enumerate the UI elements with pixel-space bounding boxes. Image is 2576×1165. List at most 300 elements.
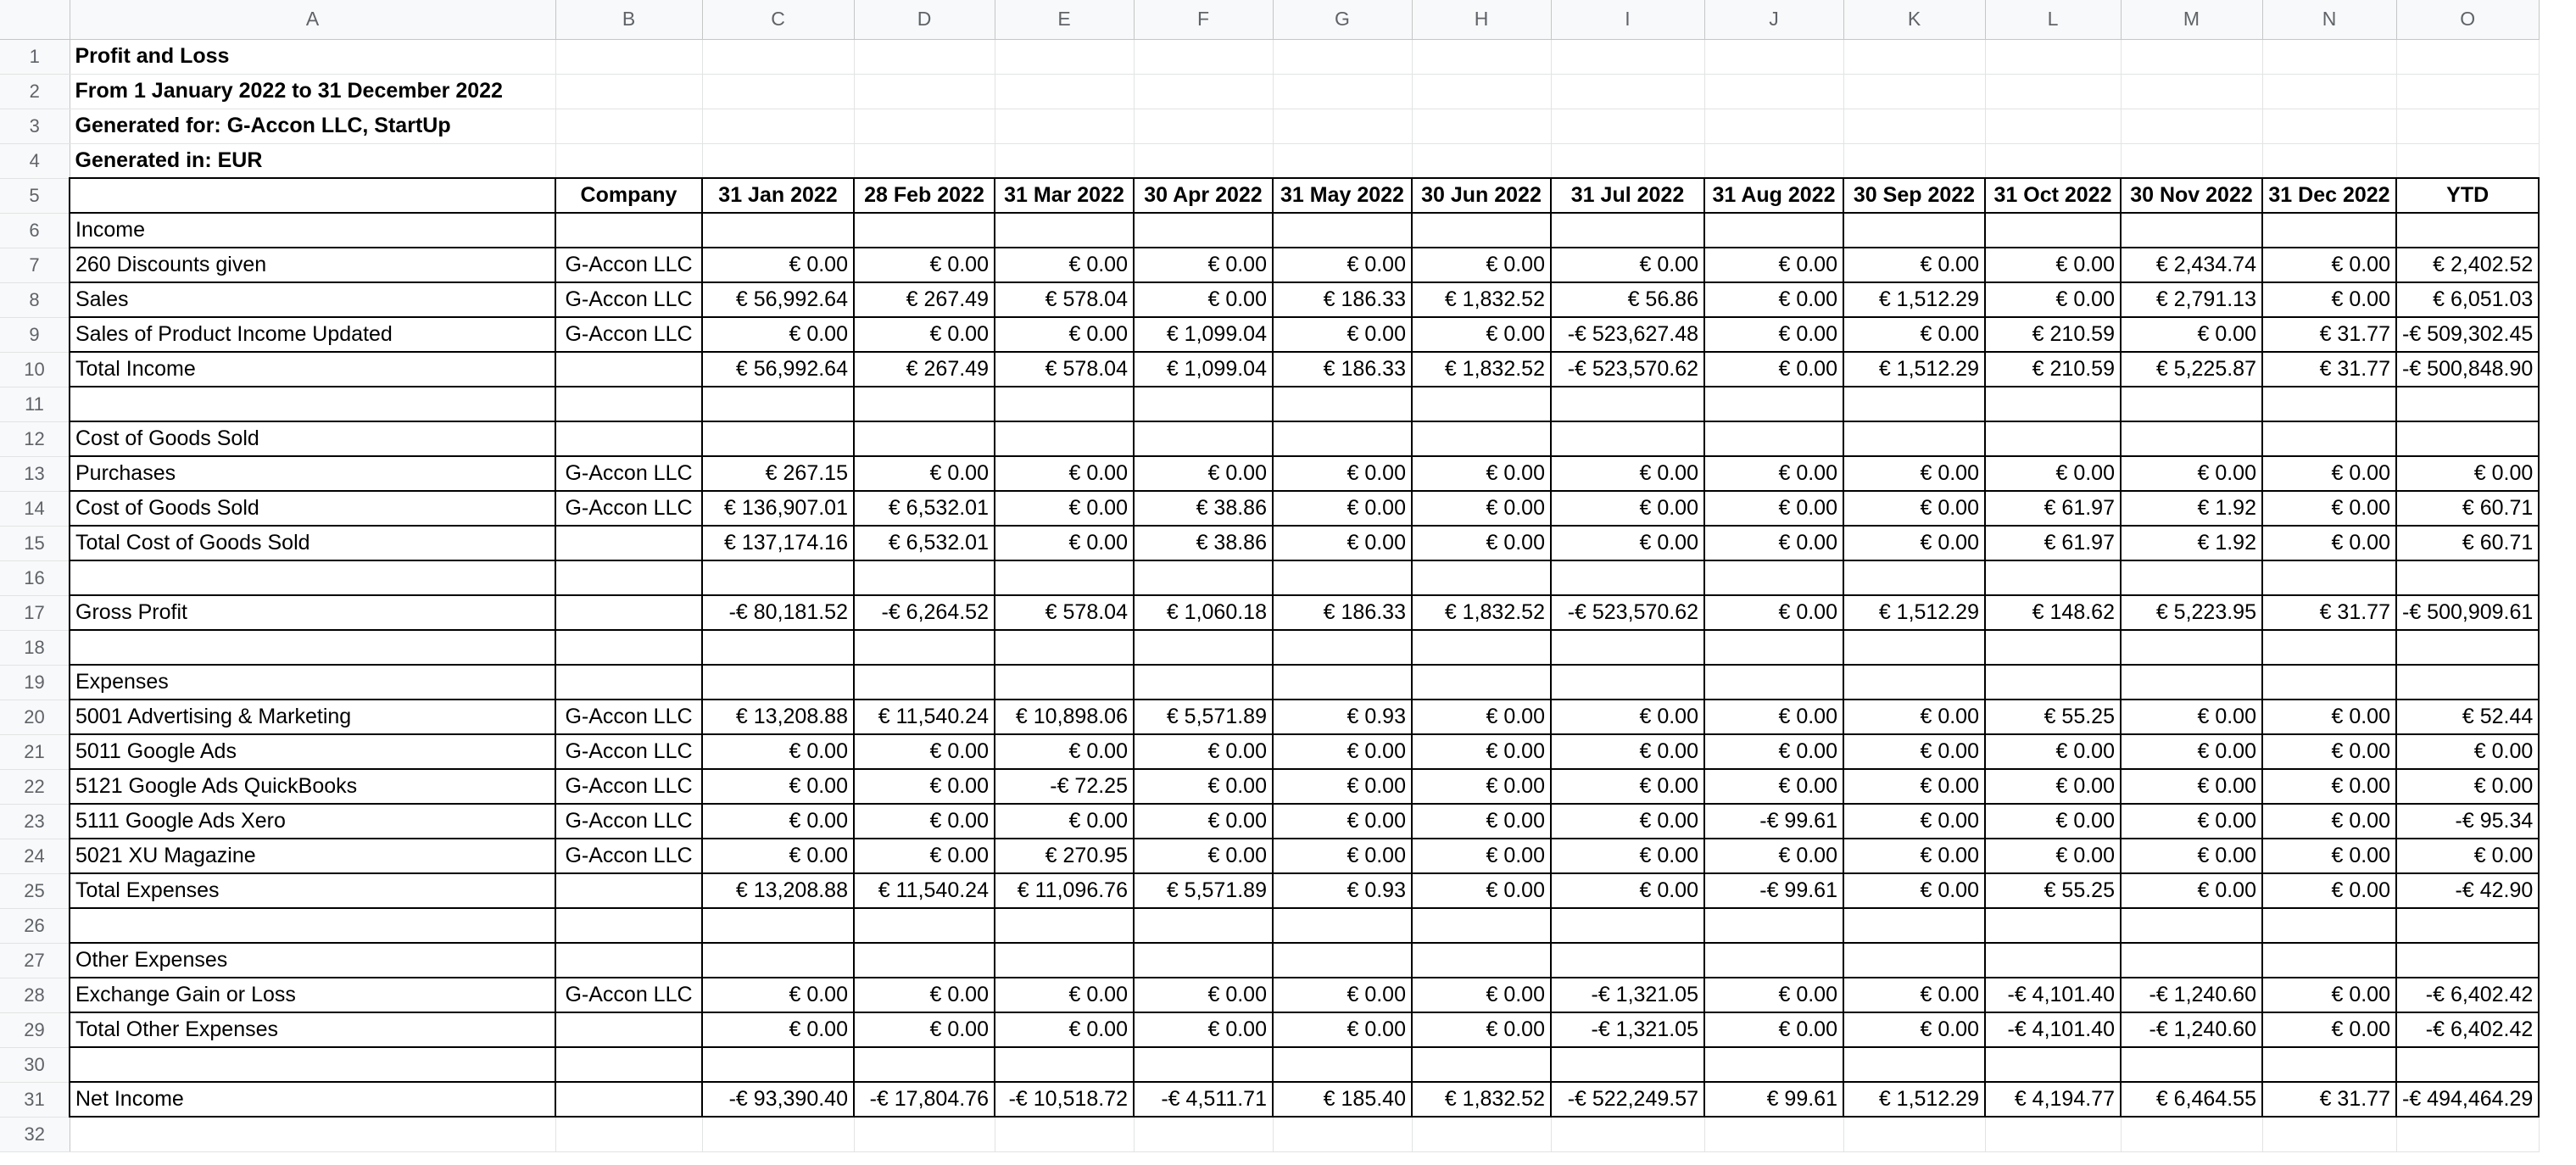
cell-j20[interactable]: € 0.00 — [1704, 700, 1843, 734]
column-header-d[interactable]: D — [854, 0, 995, 39]
cell-n11[interactable] — [2262, 387, 2396, 421]
cell-f12[interactable] — [1134, 421, 1273, 456]
cell-f13[interactable]: € 0.00 — [1134, 456, 1273, 491]
cell-l31[interactable]: € 4,194.77 — [1985, 1082, 2121, 1117]
cell-h6[interactable] — [1412, 213, 1551, 248]
cell-g28[interactable]: € 0.00 — [1273, 978, 1412, 1012]
cell-f31[interactable]: -€ 4,511.71 — [1134, 1082, 1273, 1117]
cell-c7[interactable]: € 0.00 — [702, 248, 854, 282]
cell-i22[interactable]: € 0.00 — [1551, 769, 1704, 804]
cell-i1[interactable] — [1551, 39, 1704, 74]
cell-k14[interactable]: € 0.00 — [1843, 491, 1985, 526]
cell-o28[interactable]: -€ 6,402.42 — [2396, 978, 2539, 1012]
cell-j21[interactable]: € 0.00 — [1704, 734, 1843, 769]
cell-h31[interactable]: € 1,832.52 — [1412, 1082, 1551, 1117]
cell-h9[interactable]: € 0.00 — [1412, 317, 1551, 352]
cell-j23[interactable]: -€ 99.61 — [1704, 804, 1843, 839]
cell-i16[interactable] — [1551, 560, 1704, 595]
cell-k1[interactable] — [1843, 39, 1985, 74]
cell-d31[interactable]: -€ 17,804.76 — [854, 1082, 995, 1117]
cell-i24[interactable]: € 0.00 — [1551, 839, 1704, 873]
cell-c3[interactable] — [702, 109, 854, 143]
cell-e3[interactable] — [995, 109, 1134, 143]
cell-b17[interactable] — [555, 595, 702, 630]
cell-g26[interactable] — [1273, 908, 1412, 943]
cell-m7[interactable]: € 2,434.74 — [2121, 248, 2262, 282]
cell-j12[interactable] — [1704, 421, 1843, 456]
cell-h20[interactable]: € 0.00 — [1412, 700, 1551, 734]
cell-b12[interactable] — [555, 421, 702, 456]
row-header-1[interactable]: 1 — [0, 39, 70, 74]
cell-c4[interactable] — [702, 143, 854, 178]
row-header-17[interactable]: 17 — [0, 595, 70, 630]
cell-a16[interactable] — [70, 560, 555, 595]
row-header-10[interactable]: 10 — [0, 352, 70, 387]
column-header-k[interactable]: K — [1843, 0, 1985, 39]
cell-g5[interactable]: 31 May 2022 — [1273, 178, 1412, 213]
cell-n24[interactable]: € 0.00 — [2262, 839, 2396, 873]
cell-o27[interactable] — [2396, 943, 2539, 978]
cell-a12[interactable]: Cost of Goods Sold — [70, 421, 555, 456]
cell-m12[interactable] — [2121, 421, 2262, 456]
row-header-22[interactable]: 22 — [0, 769, 70, 804]
cell-j15[interactable]: € 0.00 — [1704, 526, 1843, 560]
cell-l24[interactable]: € 0.00 — [1985, 839, 2121, 873]
cell-a19[interactable]: Expenses — [70, 665, 555, 700]
cell-m19[interactable] — [2121, 665, 2262, 700]
cell-a23[interactable]: 5111 Google Ads Xero — [70, 804, 555, 839]
cell-e22[interactable]: -€ 72.25 — [995, 769, 1134, 804]
cell-l25[interactable]: € 55.25 — [1985, 873, 2121, 908]
cell-e25[interactable]: € 11,096.76 — [995, 873, 1134, 908]
cell-i7[interactable]: € 0.00 — [1551, 248, 1704, 282]
cell-d17[interactable]: -€ 6,264.52 — [854, 595, 995, 630]
cell-b16[interactable] — [555, 560, 702, 595]
cell-e29[interactable]: € 0.00 — [995, 1012, 1134, 1047]
cell-f14[interactable]: € 38.86 — [1134, 491, 1273, 526]
cell-i3[interactable] — [1551, 109, 1704, 143]
cell-l8[interactable]: € 0.00 — [1985, 282, 2121, 317]
cell-m16[interactable] — [2121, 560, 2262, 595]
cell-d18[interactable] — [854, 630, 995, 665]
row-header-29[interactable]: 29 — [0, 1012, 70, 1047]
cell-g17[interactable]: € 186.33 — [1273, 595, 1412, 630]
cell-o11[interactable] — [2396, 387, 2539, 421]
row-header-24[interactable]: 24 — [0, 839, 70, 873]
cell-k4[interactable] — [1843, 143, 1985, 178]
cell-o13[interactable]: € 0.00 — [2396, 456, 2539, 491]
cell-g22[interactable]: € 0.00 — [1273, 769, 1412, 804]
cell-j2[interactable] — [1704, 74, 1843, 109]
cell-n30[interactable] — [2262, 1047, 2396, 1082]
cell-g23[interactable]: € 0.00 — [1273, 804, 1412, 839]
cell-j16[interactable] — [1704, 560, 1843, 595]
cell-c12[interactable] — [702, 421, 854, 456]
cell-h29[interactable]: € 0.00 — [1412, 1012, 1551, 1047]
cell-m31[interactable]: € 6,464.55 — [2121, 1082, 2262, 1117]
cell-e1[interactable] — [995, 39, 1134, 74]
cell-e5[interactable]: 31 Mar 2022 — [995, 178, 1134, 213]
cell-n9[interactable]: € 31.77 — [2262, 317, 2396, 352]
cell-o30[interactable] — [2396, 1047, 2539, 1082]
cell-c16[interactable] — [702, 560, 854, 595]
cell-i21[interactable]: € 0.00 — [1551, 734, 1704, 769]
cell-k18[interactable] — [1843, 630, 1985, 665]
cell-e28[interactable]: € 0.00 — [995, 978, 1134, 1012]
cell-c17[interactable]: -€ 80,181.52 — [702, 595, 854, 630]
cell-e27[interactable] — [995, 943, 1134, 978]
cell-c20[interactable]: € 13,208.88 — [702, 700, 854, 734]
cell-k21[interactable]: € 0.00 — [1843, 734, 1985, 769]
cell-d4[interactable] — [854, 143, 995, 178]
cell-h12[interactable] — [1412, 421, 1551, 456]
cell-f1[interactable] — [1134, 39, 1273, 74]
cell-k19[interactable] — [1843, 665, 1985, 700]
cell-k23[interactable]: € 0.00 — [1843, 804, 1985, 839]
cell-a18[interactable] — [70, 630, 555, 665]
cell-c29[interactable]: € 0.00 — [702, 1012, 854, 1047]
cell-a17[interactable]: Gross Profit — [70, 595, 555, 630]
cell-m18[interactable] — [2121, 630, 2262, 665]
cell-k5[interactable]: 30 Sep 2022 — [1843, 178, 1985, 213]
cell-e15[interactable]: € 0.00 — [995, 526, 1134, 560]
cell-i31[interactable]: -€ 522,249.57 — [1551, 1082, 1704, 1117]
cell-c5[interactable]: 31 Jan 2022 — [702, 178, 854, 213]
column-header-f[interactable]: F — [1134, 0, 1273, 39]
cell-e18[interactable] — [995, 630, 1134, 665]
cell-k20[interactable]: € 0.00 — [1843, 700, 1985, 734]
cell-f30[interactable] — [1134, 1047, 1273, 1082]
cell-m13[interactable]: € 0.00 — [2121, 456, 2262, 491]
cell-k3[interactable] — [1843, 109, 1985, 143]
cell-l1[interactable] — [1985, 39, 2121, 74]
cell-j18[interactable] — [1704, 630, 1843, 665]
cell-n2[interactable] — [2262, 74, 2396, 109]
column-header-h[interactable]: H — [1412, 0, 1551, 39]
cell-o25[interactable]: -€ 42.90 — [2396, 873, 2539, 908]
cell-l17[interactable]: € 148.62 — [1985, 595, 2121, 630]
cell-j31[interactable]: € 99.61 — [1704, 1082, 1843, 1117]
cell-k12[interactable] — [1843, 421, 1985, 456]
cell-j25[interactable]: -€ 99.61 — [1704, 873, 1843, 908]
row-header-16[interactable]: 16 — [0, 560, 70, 595]
cell-b28[interactable]: G-Accon LLC — [555, 978, 702, 1012]
cell-n21[interactable]: € 0.00 — [2262, 734, 2396, 769]
cell-i18[interactable] — [1551, 630, 1704, 665]
cell-n8[interactable]: € 0.00 — [2262, 282, 2396, 317]
cell-o8[interactable]: € 6,051.03 — [2396, 282, 2539, 317]
cell-g27[interactable] — [1273, 943, 1412, 978]
cell-k27[interactable] — [1843, 943, 1985, 978]
cell-h1[interactable] — [1412, 39, 1551, 74]
cell-d19[interactable] — [854, 665, 995, 700]
cell-c22[interactable]: € 0.00 — [702, 769, 854, 804]
cell-c14[interactable]: € 136,907.01 — [702, 491, 854, 526]
cell-e24[interactable]: € 270.95 — [995, 839, 1134, 873]
cell-m23[interactable]: € 0.00 — [2121, 804, 2262, 839]
cell-b27[interactable] — [555, 943, 702, 978]
cell-c32[interactable] — [702, 1117, 854, 1151]
cell-m10[interactable]: € 5,225.87 — [2121, 352, 2262, 387]
cell-e13[interactable]: € 0.00 — [995, 456, 1134, 491]
cell-c9[interactable]: € 0.00 — [702, 317, 854, 352]
cell-m9[interactable]: € 0.00 — [2121, 317, 2262, 352]
cell-i15[interactable]: € 0.00 — [1551, 526, 1704, 560]
cell-a24[interactable]: 5021 XU Magazine — [70, 839, 555, 873]
cell-h16[interactable] — [1412, 560, 1551, 595]
cell-k30[interactable] — [1843, 1047, 1985, 1082]
cell-m6[interactable] — [2121, 213, 2262, 248]
cell-i5[interactable]: 31 Jul 2022 — [1551, 178, 1704, 213]
cell-a20[interactable]: 5001 Advertising & Marketing — [70, 700, 555, 734]
cell-l27[interactable] — [1985, 943, 2121, 978]
cell-m11[interactable] — [2121, 387, 2262, 421]
cell-b4[interactable] — [555, 143, 702, 178]
cell-g2[interactable] — [1273, 74, 1412, 109]
cell-o2[interactable] — [2396, 74, 2539, 109]
cell-g9[interactable]: € 0.00 — [1273, 317, 1412, 352]
cell-n6[interactable] — [2262, 213, 2396, 248]
cell-e7[interactable]: € 0.00 — [995, 248, 1134, 282]
cell-e6[interactable] — [995, 213, 1134, 248]
cell-k24[interactable]: € 0.00 — [1843, 839, 1985, 873]
cell-a27[interactable]: Other Expenses — [70, 943, 555, 978]
cell-i2[interactable] — [1551, 74, 1704, 109]
cell-j19[interactable] — [1704, 665, 1843, 700]
cell-d30[interactable] — [854, 1047, 995, 1082]
cell-b5[interactable]: Company — [555, 178, 702, 213]
cell-a3[interactable]: Generated for: G-Accon LLC, StartUp — [70, 109, 555, 143]
cell-j28[interactable]: € 0.00 — [1704, 978, 1843, 1012]
cell-o32[interactable] — [2396, 1117, 2539, 1151]
cell-g20[interactable]: € 0.93 — [1273, 700, 1412, 734]
cell-d12[interactable] — [854, 421, 995, 456]
cell-l29[interactable]: -€ 4,101.40 — [1985, 1012, 2121, 1047]
cell-l11[interactable] — [1985, 387, 2121, 421]
cell-i8[interactable]: € 56.86 — [1551, 282, 1704, 317]
cell-o22[interactable]: € 0.00 — [2396, 769, 2539, 804]
cell-a5[interactable] — [70, 178, 555, 213]
cell-j32[interactable] — [1704, 1117, 1843, 1151]
cell-i20[interactable]: € 0.00 — [1551, 700, 1704, 734]
cell-h4[interactable] — [1412, 143, 1551, 178]
cell-d21[interactable]: € 0.00 — [854, 734, 995, 769]
cell-e10[interactable]: € 578.04 — [995, 352, 1134, 387]
cell-l18[interactable] — [1985, 630, 2121, 665]
cell-l10[interactable]: € 210.59 — [1985, 352, 2121, 387]
row-header-4[interactable]: 4 — [0, 143, 70, 178]
cell-e20[interactable]: € 10,898.06 — [995, 700, 1134, 734]
row-header-9[interactable]: 9 — [0, 317, 70, 352]
cell-k17[interactable]: € 1,512.29 — [1843, 595, 1985, 630]
cell-f7[interactable]: € 0.00 — [1134, 248, 1273, 282]
cell-i30[interactable] — [1551, 1047, 1704, 1082]
cell-a31[interactable]: Net Income — [70, 1082, 555, 1117]
cell-j4[interactable] — [1704, 143, 1843, 178]
cell-f22[interactable]: € 0.00 — [1134, 769, 1273, 804]
cell-o14[interactable]: € 60.71 — [2396, 491, 2539, 526]
cell-d10[interactable]: € 267.49 — [854, 352, 995, 387]
cell-m2[interactable] — [2121, 74, 2262, 109]
cell-c26[interactable] — [702, 908, 854, 943]
column-header-l[interactable]: L — [1985, 0, 2121, 39]
cell-d24[interactable]: € 0.00 — [854, 839, 995, 873]
cell-o6[interactable] — [2396, 213, 2539, 248]
cell-n29[interactable]: € 0.00 — [2262, 1012, 2396, 1047]
row-header-2[interactable]: 2 — [0, 74, 70, 109]
cell-o4[interactable] — [2396, 143, 2539, 178]
cell-n16[interactable] — [2262, 560, 2396, 595]
cell-c25[interactable]: € 13,208.88 — [702, 873, 854, 908]
cell-n18[interactable] — [2262, 630, 2396, 665]
cell-k26[interactable] — [1843, 908, 1985, 943]
cell-g18[interactable] — [1273, 630, 1412, 665]
row-header-20[interactable]: 20 — [0, 700, 70, 734]
cell-d1[interactable] — [854, 39, 995, 74]
cell-c13[interactable]: € 267.15 — [702, 456, 854, 491]
cell-h5[interactable]: 30 Jun 2022 — [1412, 178, 1551, 213]
cell-n4[interactable] — [2262, 143, 2396, 178]
cell-c28[interactable]: € 0.00 — [702, 978, 854, 1012]
cell-e11[interactable] — [995, 387, 1134, 421]
cell-c6[interactable] — [702, 213, 854, 248]
cell-o1[interactable] — [2396, 39, 2539, 74]
cell-l2[interactable] — [1985, 74, 2121, 109]
cell-o31[interactable]: -€ 494,464.29 — [2396, 1082, 2539, 1117]
cell-a6[interactable]: Income — [70, 213, 555, 248]
cell-j7[interactable]: € 0.00 — [1704, 248, 1843, 282]
column-header-n[interactable]: N — [2262, 0, 2396, 39]
cell-l5[interactable]: 31 Oct 2022 — [1985, 178, 2121, 213]
cell-f21[interactable]: € 0.00 — [1134, 734, 1273, 769]
cell-d26[interactable] — [854, 908, 995, 943]
cell-b10[interactable] — [555, 352, 702, 387]
row-header-23[interactable]: 23 — [0, 804, 70, 839]
row-header-14[interactable]: 14 — [0, 491, 70, 526]
cell-d28[interactable]: € 0.00 — [854, 978, 995, 1012]
cell-e19[interactable] — [995, 665, 1134, 700]
cell-c21[interactable]: € 0.00 — [702, 734, 854, 769]
cell-f17[interactable]: € 1,060.18 — [1134, 595, 1273, 630]
cell-o16[interactable] — [2396, 560, 2539, 595]
cell-f25[interactable]: € 5,571.89 — [1134, 873, 1273, 908]
cell-d16[interactable] — [854, 560, 995, 595]
column-header-m[interactable]: M — [2121, 0, 2262, 39]
cell-c15[interactable]: € 137,174.16 — [702, 526, 854, 560]
cell-b11[interactable] — [555, 387, 702, 421]
cell-d2[interactable] — [854, 74, 995, 109]
cell-l32[interactable] — [1985, 1117, 2121, 1151]
cell-d27[interactable] — [854, 943, 995, 978]
row-header-8[interactable]: 8 — [0, 282, 70, 317]
cell-f18[interactable] — [1134, 630, 1273, 665]
cell-f26[interactable] — [1134, 908, 1273, 943]
cell-b13[interactable]: G-Accon LLC — [555, 456, 702, 491]
cell-b2[interactable] — [555, 74, 702, 109]
cell-e31[interactable]: -€ 10,518.72 — [995, 1082, 1134, 1117]
cell-i6[interactable] — [1551, 213, 1704, 248]
cell-j27[interactable] — [1704, 943, 1843, 978]
cell-h14[interactable]: € 0.00 — [1412, 491, 1551, 526]
cell-b7[interactable]: G-Accon LLC — [555, 248, 702, 282]
cell-n15[interactable]: € 0.00 — [2262, 526, 2396, 560]
cell-e12[interactable] — [995, 421, 1134, 456]
cell-k25[interactable]: € 0.00 — [1843, 873, 1985, 908]
cell-a9[interactable]: Sales of Product Income Updated — [70, 317, 555, 352]
cell-n25[interactable]: € 0.00 — [2262, 873, 2396, 908]
cell-n19[interactable] — [2262, 665, 2396, 700]
column-header-o[interactable]: O — [2396, 0, 2539, 39]
cell-l14[interactable]: € 61.97 — [1985, 491, 2121, 526]
cell-b6[interactable] — [555, 213, 702, 248]
cell-b31[interactable] — [555, 1082, 702, 1117]
cell-a26[interactable] — [70, 908, 555, 943]
row-header-18[interactable]: 18 — [0, 630, 70, 665]
cell-h11[interactable] — [1412, 387, 1551, 421]
cell-j6[interactable] — [1704, 213, 1843, 248]
cell-j5[interactable]: 31 Aug 2022 — [1704, 178, 1843, 213]
cell-n17[interactable]: € 31.77 — [2262, 595, 2396, 630]
cell-o10[interactable]: -€ 500,848.90 — [2396, 352, 2539, 387]
row-header-5[interactable]: 5 — [0, 178, 70, 213]
cell-g6[interactable] — [1273, 213, 1412, 248]
cell-b1[interactable] — [555, 39, 702, 74]
cell-c27[interactable] — [702, 943, 854, 978]
cell-g30[interactable] — [1273, 1047, 1412, 1082]
cell-l16[interactable] — [1985, 560, 2121, 595]
cell-k32[interactable] — [1843, 1117, 1985, 1151]
cell-h7[interactable]: € 0.00 — [1412, 248, 1551, 282]
cell-k2[interactable] — [1843, 74, 1985, 109]
cell-f27[interactable] — [1134, 943, 1273, 978]
cell-m5[interactable]: 30 Nov 2022 — [2121, 178, 2262, 213]
cell-h28[interactable]: € 0.00 — [1412, 978, 1551, 1012]
cell-b18[interactable] — [555, 630, 702, 665]
column-header-i[interactable]: I — [1551, 0, 1704, 39]
cell-n14[interactable]: € 0.00 — [2262, 491, 2396, 526]
cell-a21[interactable]: 5011 Google Ads — [70, 734, 555, 769]
cell-j8[interactable]: € 0.00 — [1704, 282, 1843, 317]
cell-i27[interactable] — [1551, 943, 1704, 978]
cell-g10[interactable]: € 186.33 — [1273, 352, 1412, 387]
cell-c23[interactable]: € 0.00 — [702, 804, 854, 839]
cell-j10[interactable]: € 0.00 — [1704, 352, 1843, 387]
cell-b30[interactable] — [555, 1047, 702, 1082]
cell-o5[interactable]: YTD — [2396, 178, 2539, 213]
cell-i17[interactable]: -€ 523,570.62 — [1551, 595, 1704, 630]
cell-f16[interactable] — [1134, 560, 1273, 595]
row-header-25[interactable]: 25 — [0, 873, 70, 908]
cell-l6[interactable] — [1985, 213, 2121, 248]
cell-n28[interactable]: € 0.00 — [2262, 978, 2396, 1012]
cell-l9[interactable]: € 210.59 — [1985, 317, 2121, 352]
cell-i10[interactable]: -€ 523,570.62 — [1551, 352, 1704, 387]
cell-l3[interactable] — [1985, 109, 2121, 143]
cell-g19[interactable] — [1273, 665, 1412, 700]
cell-g13[interactable]: € 0.00 — [1273, 456, 1412, 491]
cell-m20[interactable]: € 0.00 — [2121, 700, 2262, 734]
cell-o3[interactable] — [2396, 109, 2539, 143]
row-header-7[interactable]: 7 — [0, 248, 70, 282]
cell-m4[interactable] — [2121, 143, 2262, 178]
cell-b24[interactable]: G-Accon LLC — [555, 839, 702, 873]
cell-k11[interactable] — [1843, 387, 1985, 421]
row-header-12[interactable]: 12 — [0, 421, 70, 456]
cell-g4[interactable] — [1273, 143, 1412, 178]
cell-a30[interactable] — [70, 1047, 555, 1082]
cell-i9[interactable]: -€ 523,627.48 — [1551, 317, 1704, 352]
cell-n31[interactable]: € 31.77 — [2262, 1082, 2396, 1117]
